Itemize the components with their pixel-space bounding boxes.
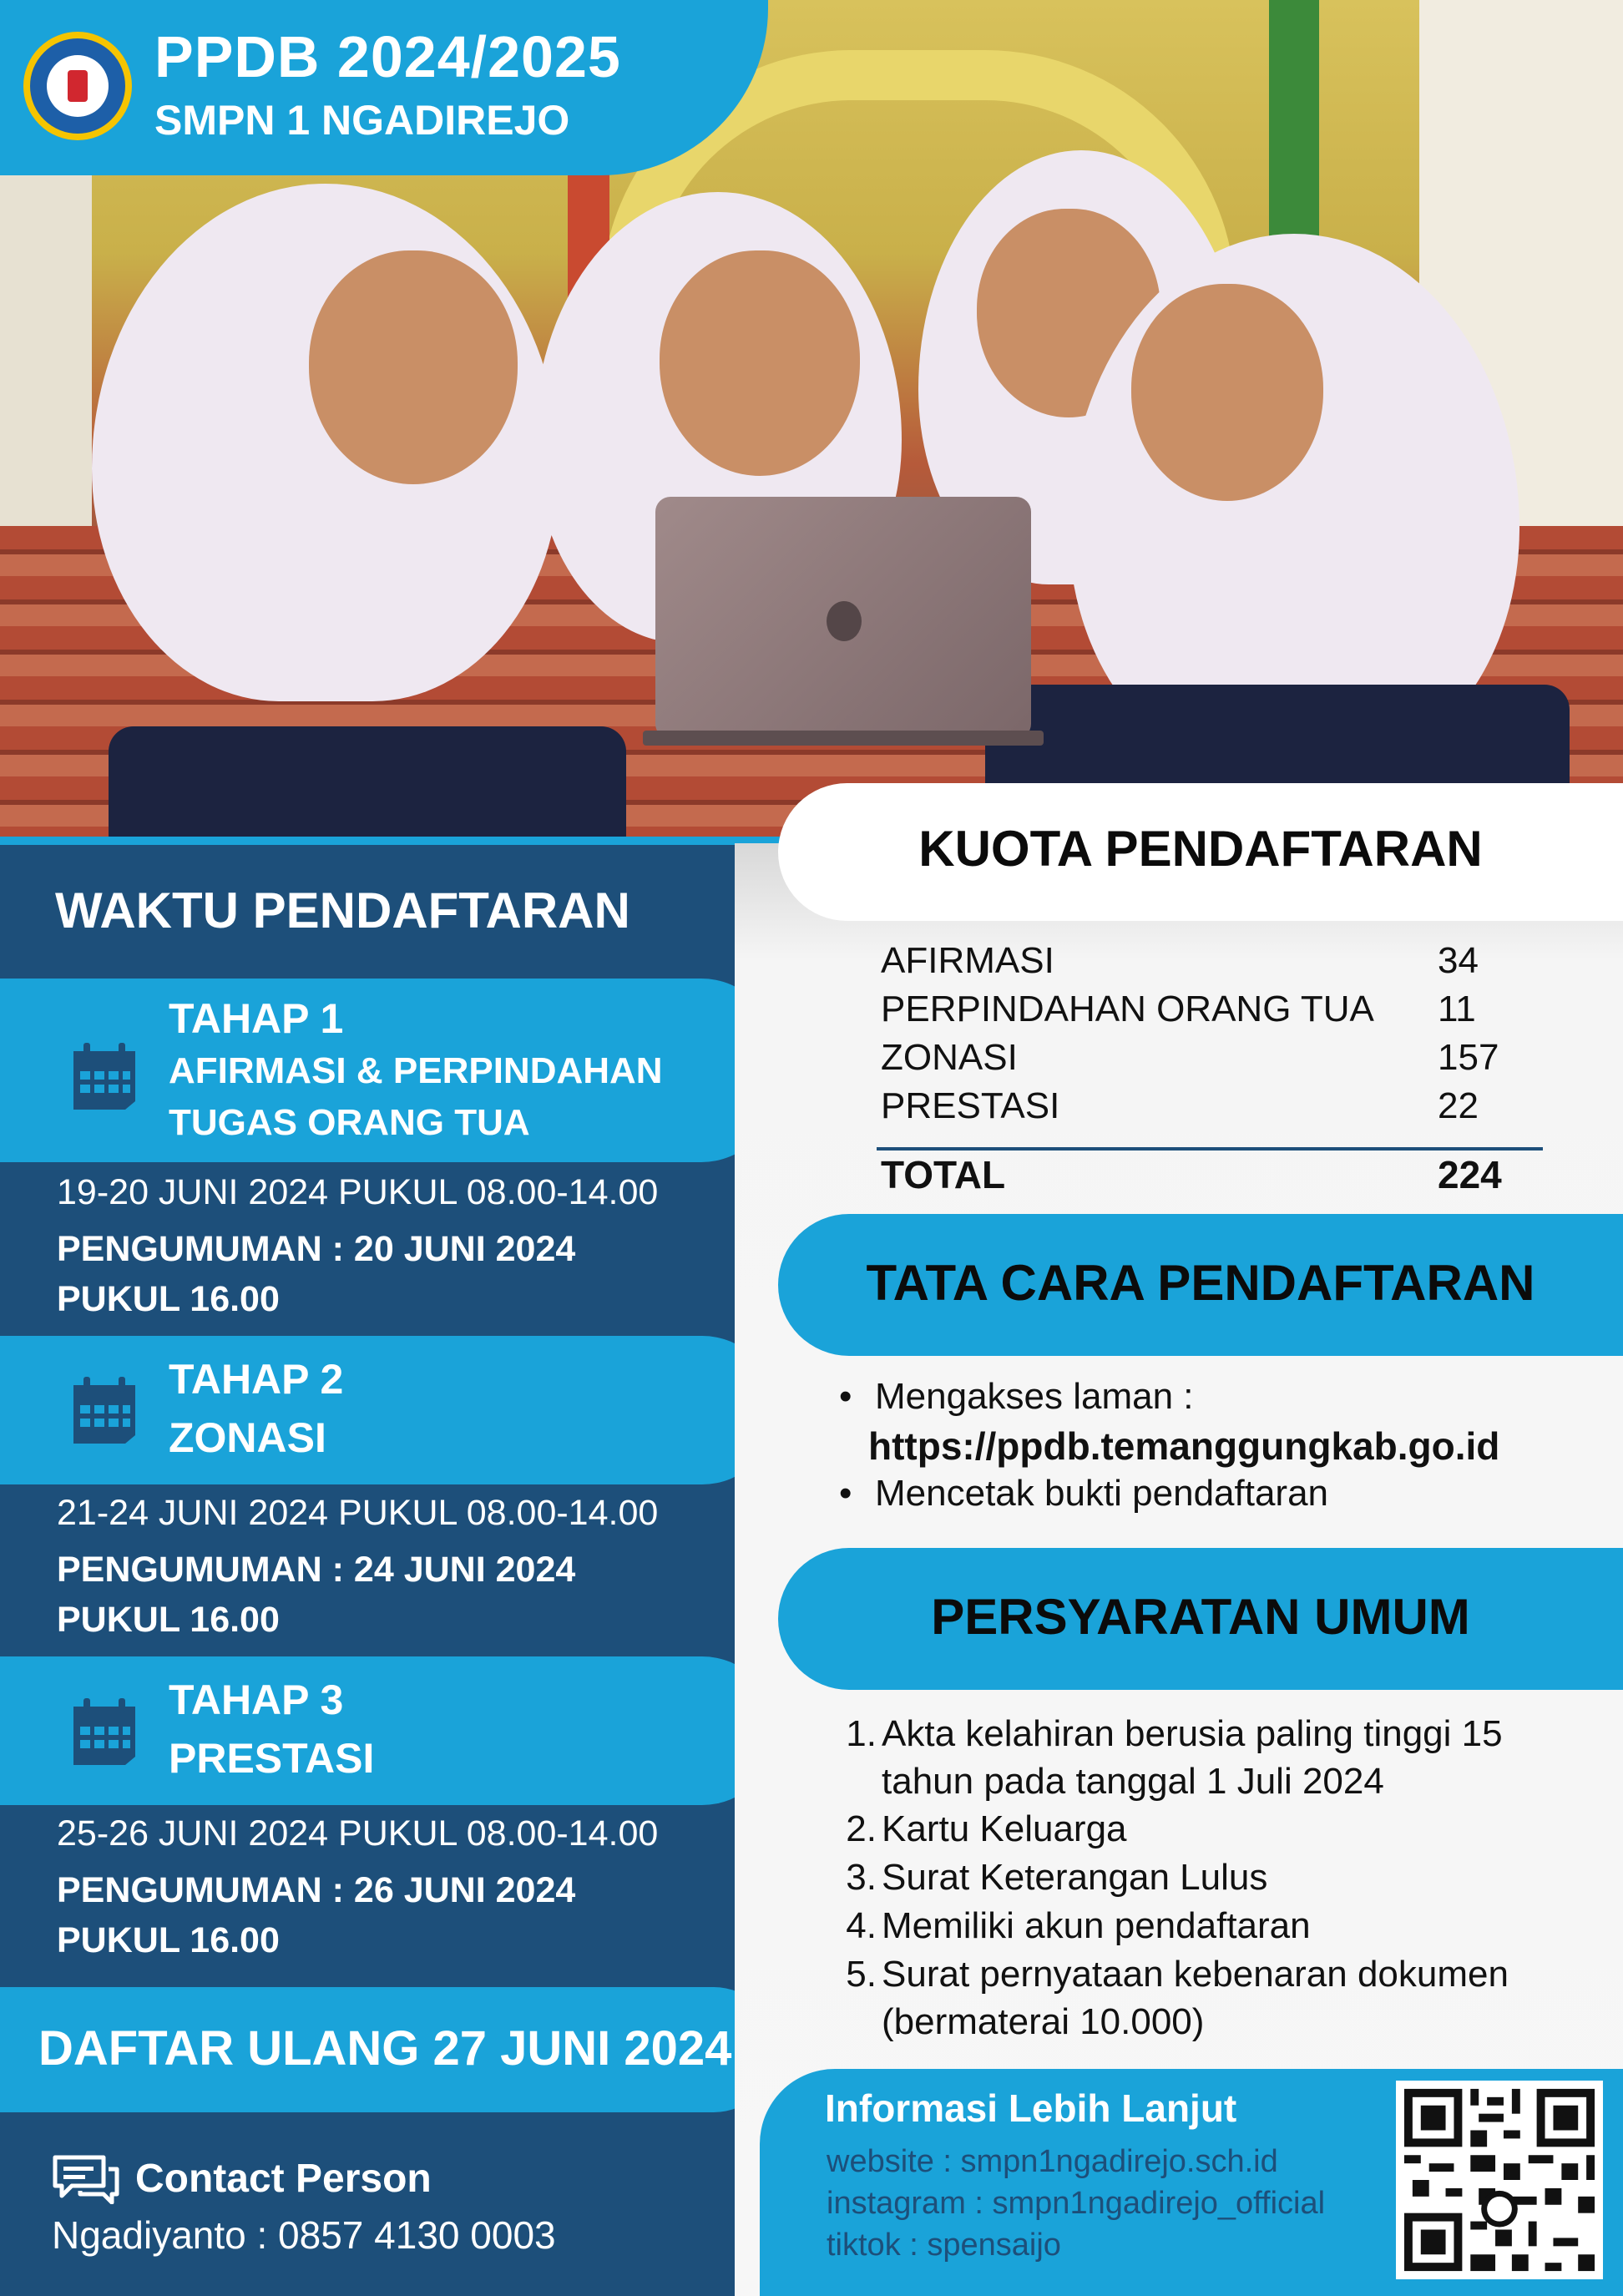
kuota-label-prestasi: PRESTASI (881, 1085, 1060, 1126)
tahap-3-title: TAHAP 3 (169, 1676, 344, 1723)
kuota-title: KUOTA PENDAFTARAN (918, 821, 1483, 877)
tahap-1-title: TAHAP 1 (169, 995, 344, 1042)
info-website[interactable]: website : smpn1ngadirejo.sch.id (827, 2144, 1278, 2179)
tahap-3-sub: PRESTASI (169, 1735, 375, 1782)
tahap-3-announcement-time: PUKUL 16.00 (57, 1920, 280, 1960)
tahap-2-sub: ZONASI (169, 1414, 326, 1461)
tahap-1-date: 19-20 JUNI 2024 PUKUL 08.00-14.00 (57, 1172, 659, 1212)
persyaratan-title: PERSYARATAN UMUM (931, 1589, 1470, 1645)
requirement-4: 4. Memiliki akun pendaftaran (846, 1905, 1311, 1946)
info-tiktok[interactable]: tiktok : spensaijo (827, 2228, 1061, 2263)
calendar-icon (67, 1039, 142, 1115)
contact-title: Contact Person (135, 2157, 432, 2201)
poster-title: PPDB 2024/2025 (154, 24, 621, 89)
kuota-total-label: TOTAL (881, 1153, 1006, 1196)
tahap-1-sub-1: AFIRMASI & PERPINDAHAN (169, 1050, 663, 1091)
daftar-ulang-text: DAFTAR ULANG 27 JUNI 2024 (38, 2021, 732, 2076)
kuota-label-perpindahan: PERPINDAHAN ORANG TUA (881, 989, 1374, 1029)
tahap-1-announcement: PENGUMUMAN : 20 JUNI 2024 (57, 1229, 576, 1269)
requirement-1: 1. Akta kelahiran berusia paling tinggi 15 tahun pada tanggal 1 Juli 2024 (846, 1713, 1503, 1803)
chat-icon (52, 2154, 120, 2204)
tahap-2-title: TAHAP 2 (169, 1356, 344, 1403)
calendar-icon (67, 1373, 142, 1449)
calendar-icon (67, 1695, 142, 1770)
tahap-2-announcement: PENGUMUMAN : 24 JUNI 2024 (57, 1550, 576, 1590)
tahap-2-announcement-time: PUKUL 16.00 (57, 1600, 280, 1640)
tata-cara-item-1: Mengakses laman : (875, 1376, 1194, 1417)
info-title: Informasi Lebih Lanjut (825, 2086, 1237, 2130)
tahap-3-date: 25-26 JUNI 2024 PUKUL 08.00-14.00 (57, 1813, 659, 1853)
requirement-2: 2. Kartu Keluarga (846, 1808, 1127, 1849)
kuota-label-afirmasi: AFIRMASI (881, 940, 1054, 981)
requirement-5: 5. Surat pernyataan kebenaran dokumen (bermaterai 10.000) (846, 1954, 1509, 2043)
qr-code[interactable] (1396, 2081, 1603, 2279)
kuota-value-perpindahan: 11 (1438, 989, 1476, 1029)
kuota-total-value: 224 (1438, 1153, 1502, 1196)
tahap-1-announcement-time: PUKUL 16.00 (57, 1279, 280, 1319)
school-logo (23, 32, 132, 140)
contact-phone: Ngadiyanto : 0857 4130 0003 (52, 2213, 556, 2257)
tata-cara-item-2: Mencetak bukti pendaftaran (875, 1473, 1329, 1514)
kuota-value-zonasi: 157 (1438, 1037, 1499, 1078)
school-name: SMPN 1 NGADIREJO (154, 97, 570, 144)
requirement-3: 3. Surat Keterangan Lulus (846, 1857, 1268, 1898)
tata-cara-title: TATA CARA PENDAFTARAN (866, 1255, 1535, 1311)
tahap-3-announcement: PENGUMUMAN : 26 JUNI 2024 (57, 1870, 576, 1910)
waktu-title: WAKTU PENDAFTARAN (55, 882, 630, 938)
kuota-value-afirmasi: 34 (1438, 940, 1479, 981)
tahap-1-sub-2: TUGAS ORANG TUA (169, 1102, 530, 1143)
kuota-value-prestasi: 22 (1438, 1085, 1479, 1126)
tahap-2-date: 21-24 JUNI 2024 PUKUL 08.00-14.00 (57, 1493, 659, 1533)
registration-url[interactable]: https://ppdb.temanggungkab.go.id (868, 1424, 1500, 1468)
kuota-divider (877, 1147, 1543, 1151)
kuota-label-zonasi: ZONASI (881, 1037, 1018, 1078)
info-instagram[interactable]: instagram : smpn1ngadirejo_official (827, 2186, 1326, 2221)
